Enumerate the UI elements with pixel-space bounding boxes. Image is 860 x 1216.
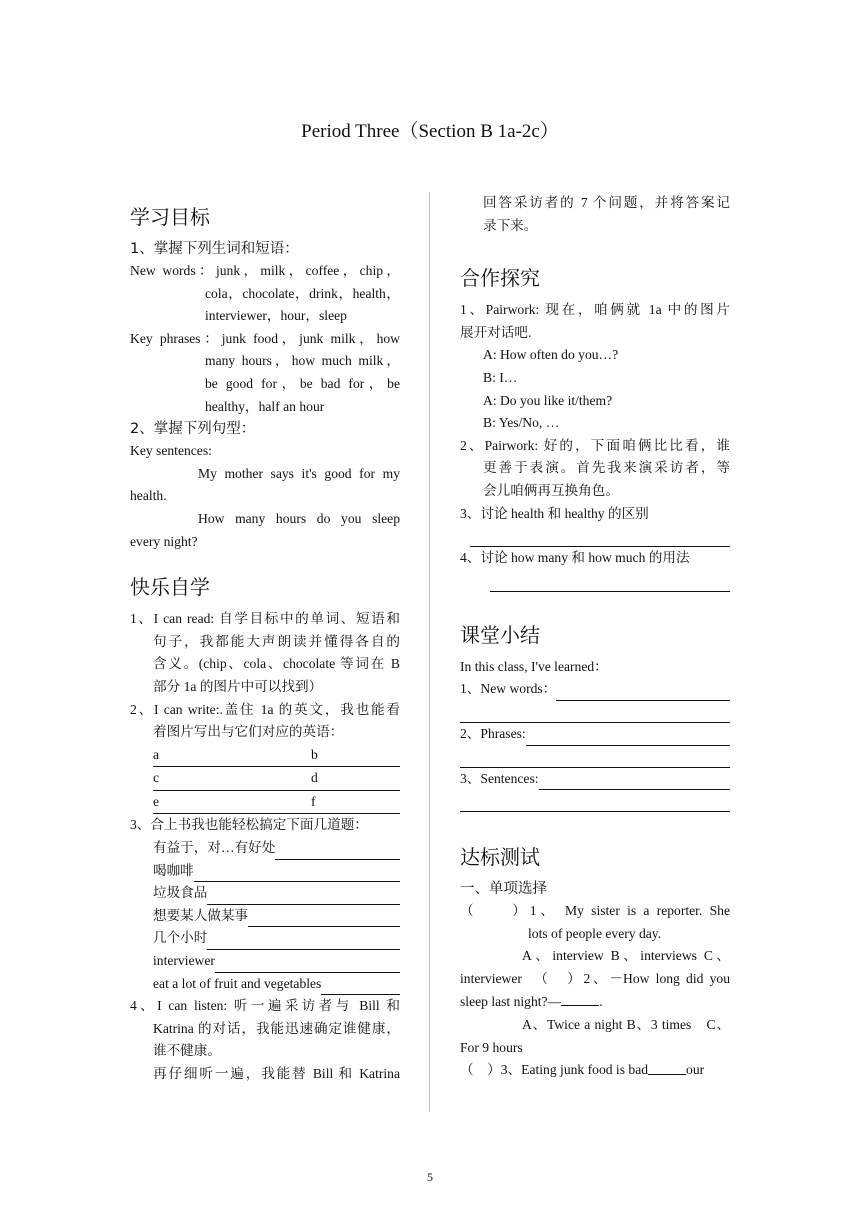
sentences-blank[interactable] — [539, 768, 730, 791]
goal-1: 1、掌握下列生词和短语： — [130, 241, 299, 257]
goal-2: 2、掌握下列句型： — [130, 421, 256, 438]
q1-line-4: interviewer （ ）2、－How long did you — [460, 970, 730, 986]
phrase-blank[interactable] — [207, 882, 400, 905]
sentence-2a: How many hours do you sleep — [198, 510, 400, 526]
q2-period: . — [599, 994, 603, 1010]
phrase-blank[interactable] — [194, 860, 400, 883]
new-words-blank[interactable] — [556, 678, 730, 701]
page-number: 5 — [427, 1170, 433, 1184]
listen-line-1: 4、I can listen: 听一遍采访者与 Bill 和 — [130, 998, 400, 1014]
blank-b[interactable]: b — [311, 744, 400, 768]
phrases-blank[interactable] — [526, 723, 730, 746]
q1-line-2: lots of people every day. — [528, 925, 662, 941]
letter-blanks — [130, 744, 400, 815]
mc-heading: 一、单项选择 — [460, 881, 547, 898]
blank-d[interactable]: d — [311, 767, 400, 791]
phrase-blank[interactable] — [207, 927, 400, 950]
phrase-blank[interactable] — [321, 973, 400, 996]
phrase-blank[interactable] — [248, 905, 400, 928]
q1-line-3: A、interview B、interviews C、 — [522, 948, 730, 964]
new-words-line-2: cola，chocolate，drink，health， — [205, 285, 400, 301]
blank-a[interactable]: a — [153, 744, 311, 768]
pair2-line-2: 更善于表演。首先我来演采访者，等 — [483, 460, 730, 476]
phrase-item: 垃圾食品 — [153, 885, 208, 901]
phrase-item: interviewer — [153, 953, 215, 969]
write-line-2: 着图片写出与它们对应的英语： — [153, 724, 344, 740]
dialog-line: A: How often do you…? — [483, 347, 619, 363]
pair1-line-2: 展开对话吧. — [460, 324, 532, 340]
q3-end: our — [686, 1062, 705, 1078]
key-phrases-line-1: Key phrases：junk food，junk milk，how — [130, 330, 400, 346]
read-line-4: 部分 1a 的图片中可以找到） — [153, 678, 323, 694]
listen-line-3: 谁不健康。 — [153, 1043, 221, 1059]
pair1-line-1: 1、Pairwork: 现在，咱俩就 1a 中的图片 — [460, 302, 730, 318]
dialog-line: A: Do you like it/them? — [483, 392, 613, 408]
listen-line-5: 回答采访者的 7 个问题，并将答案记 — [483, 195, 730, 210]
q3-stem: （ ）3、Eating junk food is bad — [460, 1062, 649, 1078]
read-line-3: 含义。(chip、cola、chocolate 等词在 B — [153, 656, 400, 672]
new-words-line-3: interviewer，hour，sleep — [205, 308, 347, 324]
discuss-3: 3、讨论 health 和 healthy 的区别 — [460, 505, 649, 521]
listen-line-4: 再仔细听一遍，我能替 Bill 和 Katrina — [153, 1066, 400, 1081]
test-heading: 达标测试 — [460, 845, 540, 870]
new-words-blank-2[interactable] — [460, 701, 730, 723]
task-3: 3、合上书我也能轻松搞定下面几道题： — [130, 817, 368, 833]
key-sentences-label: Key sentences: — [130, 443, 212, 459]
phrase-blank[interactable] — [275, 837, 400, 860]
summary-phrases: 2、Phrases: — [460, 725, 526, 741]
left-column — [130, 196, 400, 1086]
phrase-item: 几个小时 — [153, 930, 208, 946]
discuss-4-blank[interactable] — [490, 570, 730, 592]
phrase-list — [130, 837, 400, 995]
summary-intro: In this class, I've learned： — [460, 658, 608, 674]
listen-line-6: 录下来。 — [483, 217, 538, 233]
self-study-heading: 快乐自学 — [130, 575, 210, 600]
sentence-1a: My mother says it's good for my — [198, 465, 400, 481]
read-line-1: 1、I can read: 自学目标中的单词、短语和 — [130, 611, 400, 627]
column-divider — [429, 192, 430, 1112]
blank-f[interactable]: f — [311, 791, 400, 815]
key-phrases-line-2: many hours，how much milk， — [205, 353, 400, 369]
sentence-2b: every night? — [130, 533, 198, 549]
discuss-4: 4、讨论 how many 和 how much 的用法 — [460, 550, 690, 566]
goals-heading: 学习目标 — [130, 205, 210, 229]
read-line-2: 句子，我都能大声朗读并懂得各自的 — [153, 633, 400, 649]
q2-stem: sleep last night?— — [460, 994, 562, 1010]
discuss-3-blank[interactable] — [470, 525, 730, 547]
q1-line-1: （ ）1、 My sister is a reporter. She — [460, 903, 730, 919]
listen-line-2: Katrina 的对话，我能迅速确定谁健康， — [153, 1020, 400, 1036]
sentence-1b: health. — [130, 488, 167, 504]
dialog-line: B: Yes/No, … — [483, 415, 560, 431]
q2-options-line-2: For 9 hours — [460, 1039, 523, 1055]
pair2-line-3: 会儿咱俩再互换角色。 — [483, 482, 619, 498]
coop-heading: 合作探究 — [460, 266, 540, 291]
phrases-blank-2[interactable] — [460, 746, 730, 768]
summary-heading: 课堂小结 — [460, 622, 540, 647]
phrase-item: 想要某人做某事 — [153, 907, 249, 923]
page-title: Period Three（Section B 1a-2c） — [301, 121, 559, 142]
dialog-line: B: I… — [483, 369, 518, 385]
sentences-blank-2[interactable] — [460, 790, 730, 812]
q2-options-line-1: A、Twice a night B、3 times C、 — [522, 1017, 730, 1033]
blank-e[interactable]: e — [153, 791, 311, 815]
phrase-item: 有益于，对…有好处 — [153, 840, 276, 856]
right-column — [460, 192, 730, 1082]
q2-blank[interactable] — [561, 990, 599, 1006]
new-words-line-1: New words：junk，milk，coffee，chip， — [130, 263, 400, 278]
phrase-item: eat a lot of fruit and vegetables — [153, 975, 322, 991]
phrase-blank[interactable] — [215, 950, 400, 973]
summary-sentences: 3、Sentences: — [460, 770, 539, 786]
phrase-item: 喝咖啡 — [153, 862, 194, 878]
q3-blank[interactable] — [648, 1059, 686, 1075]
pair2-line-1: 2、Pairwork: 好的，下面咱俩比比看，谁 — [460, 437, 730, 453]
summary-new-words: 1、New words： — [460, 681, 557, 697]
key-phrases-line-3: be good for，be bad for，be — [205, 375, 400, 391]
blank-c[interactable]: c — [153, 767, 311, 791]
key-phrases-line-4: healthy，half an hour — [205, 398, 325, 414]
write-line-1: 2、I can write:.盖住 1a 的英文，我也能看 — [130, 701, 400, 717]
